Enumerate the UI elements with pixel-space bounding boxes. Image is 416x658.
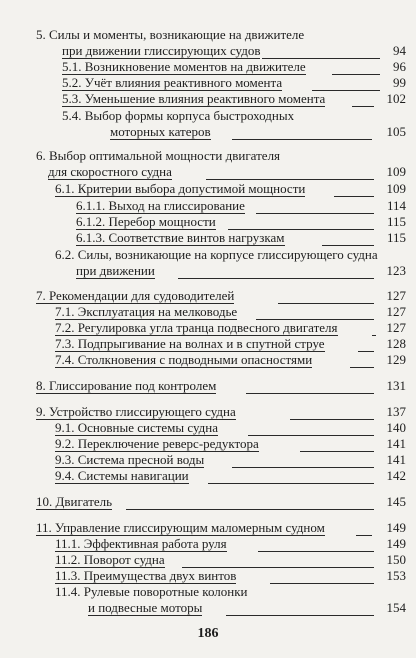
toc-entry-5-4-cont: моторных катеров — [110, 124, 211, 139]
toc-entry-5-2: 5.2. Учёт влияния реактивного момента — [62, 75, 283, 90]
leader-line — [232, 139, 372, 140]
leader-line — [248, 435, 374, 436]
toc-page-number: 115 — [386, 214, 406, 229]
toc-entry-6-2: 6.2. Силы, возникающие на корпусе глиссирующего судна — [55, 247, 378, 262]
leader-line — [178, 278, 374, 279]
toc-page-number: 128 — [386, 336, 406, 351]
toc-page-number: 109 — [386, 164, 406, 179]
toc-entry-5-1: 5.1. Возникновение моментов на движителе — [62, 59, 306, 74]
leader-line — [246, 393, 374, 394]
toc-page-number: 150 — [386, 552, 406, 567]
toc-entry-10: 10. Двигатель — [36, 494, 113, 509]
toc-entry-7: 7. Рекомендации для судоводителей — [36, 288, 235, 303]
leader-line — [226, 615, 374, 616]
toc-page-number: 115 — [386, 230, 406, 245]
toc-entry-8: 8. Глиссирование под контролем — [36, 378, 217, 393]
leader-line — [126, 509, 374, 510]
toc-page-number: 153 — [386, 568, 406, 583]
toc-entry-9-1: 9.1. Основные системы судна — [55, 420, 218, 435]
toc-entry-6-cont: для скоростного судна — [48, 164, 172, 179]
toc-page-number: 114 — [386, 198, 406, 213]
toc-entry-7-2: 7.2. Регулировка угла транца подвесного двигателя — [55, 320, 338, 335]
leader-line — [208, 483, 374, 484]
toc-entry-9-2: 9.2. Переключение реверс-редуктора — [55, 436, 259, 451]
leader-line — [322, 245, 374, 246]
leader-line — [232, 467, 374, 468]
toc-page-number: 109 — [386, 181, 406, 196]
toc-page-number: 102 — [386, 91, 406, 106]
toc-page-number: 149 — [386, 536, 406, 551]
leader-line — [256, 213, 374, 214]
toc-entry-6-1-1: 6.1.1. Выход на глиссирование — [76, 198, 245, 213]
leader-line — [334, 196, 374, 197]
toc-page-number: 96 — [393, 59, 406, 74]
toc-page-number: 145 — [386, 494, 406, 509]
toc-entry-11-4-cont: и подвесные моторы — [88, 600, 203, 615]
toc-page-number: 131 — [386, 378, 406, 393]
toc-entry-11-2: 11.2. Поворот судна — [55, 552, 165, 567]
toc-page-number: 105 — [386, 124, 406, 139]
toc-entry-6: 6. Выбор оптимальной мощности двигателя — [36, 148, 281, 163]
toc-entry-5-cont: при движении глиссирующих судов — [62, 43, 261, 58]
toc-page-number: 123 — [386, 263, 406, 278]
toc-page-number: 141 — [386, 436, 406, 451]
toc-entry-6-2-cont: при движении — [76, 263, 155, 278]
toc-entry-5: 5. Силы и моменты, возникающие на движителе — [36, 27, 305, 42]
toc-page-number: 129 — [386, 352, 406, 367]
toc-entry-9-4: 9.4. Системы навигации — [55, 468, 189, 483]
toc-page-number: 154 — [386, 600, 406, 615]
toc-entry-6-1: 6.1. Критерии выбора допустимой мощности — [55, 181, 306, 196]
leader-line — [270, 583, 374, 584]
toc-page-number: 137 — [386, 404, 406, 419]
leader-line — [356, 535, 372, 536]
toc-entry-6-1-3: 6.1.3. Соответствие винтов нагрузкам — [76, 230, 285, 245]
leader-line — [350, 367, 374, 368]
toc-entry-11-3: 11.3. Преимущества двух винтов — [55, 568, 237, 583]
leader-line — [352, 106, 374, 107]
toc-page-number: 127 — [386, 304, 406, 319]
toc-page-number: 141 — [386, 452, 406, 467]
leader-line — [332, 74, 380, 75]
toc-entry-6-1-2: 6.1.2. Перебор мощности — [76, 214, 216, 229]
toc-entry-7-3: 7.3. Подпрыгивание на волнах и в спутной струе — [55, 336, 325, 351]
page-number: 186 — [197, 626, 219, 641]
toc-entry-11-1: 11.1. Эффективная работа руля — [55, 536, 227, 551]
leader-line — [372, 335, 376, 336]
toc-page-number: 127 — [386, 288, 406, 303]
toc-page-number: 94 — [393, 43, 406, 58]
leader-line — [258, 551, 374, 552]
leader-line — [300, 451, 374, 452]
toc-entry-7-4: 7.4. Столкновения с подводными опасностями — [55, 352, 313, 367]
toc-entry-5-4: 5.4. Выбор формы корпуса быстроходных — [62, 108, 295, 123]
toc-entry-9: 9. Устройство глиссирующего судна — [36, 404, 236, 419]
leader-line — [290, 419, 374, 420]
leader-line — [358, 351, 374, 352]
toc-entry-7-1: 7.1. Эксплуатация на мелководье — [55, 304, 238, 319]
leader-line — [206, 179, 374, 180]
toc-page-number: 149 — [386, 520, 406, 535]
toc-page-number: 127 — [386, 320, 406, 335]
leader-line — [278, 303, 374, 304]
toc-entry-5-3: 5.3. Уменьшение влияния реактивного момента — [62, 91, 326, 106]
toc-entry-11: 11. Управление глиссирующим маломерным судном — [36, 520, 325, 535]
toc-page-number: 99 — [393, 75, 406, 90]
toc-entry-11-4: 11.4. Рулевые поворотные колонки — [55, 584, 248, 599]
toc-entry-9-3: 9.3. Система пресной воды — [55, 452, 205, 467]
toc-page-number: 142 — [386, 468, 406, 483]
toc-page-number: 140 — [386, 420, 406, 435]
